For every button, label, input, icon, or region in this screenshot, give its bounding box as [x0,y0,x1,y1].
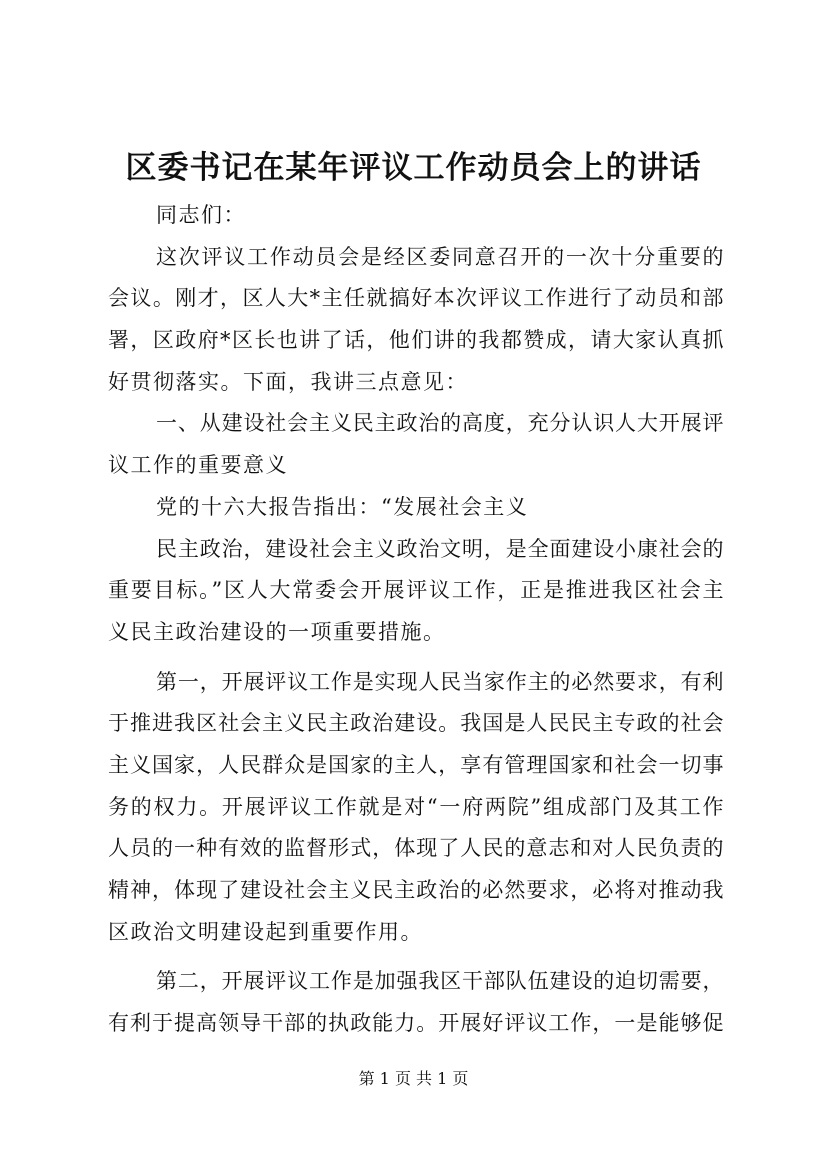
paragraph-line: 义民主政治建设的一项重要措施。 [108,619,446,644]
paragraph-gap [108,654,724,662]
paragraph-line: 有利于提高领导干部的执政能力。开展好评议工作，一是能够促 [108,1011,724,1036]
paragraph-line: 区政治文明建设起到重要作用。 [108,919,423,944]
paragraph-line: 这次评议工作动员会是经区委同意召开的一次十分重要的 [156,244,724,269]
paragraph-gap [108,953,724,961]
document-body [108,195,724,1045]
paragraph-line: 人员的一种有效的监督形式，体现了人民的意志和对人民负责的 [108,836,724,861]
paragraph-line: 署，区政府*区长也讲了话，他们讲的我都赞成，请大家认真抓 [108,328,724,353]
page-number-footer: 第 1 页 共 1 页 [358,1069,469,1088]
paragraph-line: 精神，体现了建设社会主义民主政治的必然要求，必将对推动我 [108,878,724,902]
document-title: 区委书记在某年评议工作动员会上的讲话 [125,150,702,186]
paragraph-line: 于推进我区社会主义民主政治建设。我国是人民民主专政的社会 [108,711,724,736]
paragraph-line: 第二，开展评议工作是加强我区干部队伍建设的迫切需要， [156,969,724,994]
section-heading-line: 一、从建设社会主义民主政治的高度，充分认识人大开展评 [156,411,724,436]
paragraph-line: 党的十六大报告指出：“发展社会主义 [156,494,529,519]
paragraph-line: 第一，开展评议工作是实现人民当家作主的必然要求，有利 [156,669,724,694]
salutation: 同志们： [156,203,246,227]
paragraph-line: 务的权力。开展评议工作就是对“一府两院”组成部门及其工作 [108,794,724,819]
paragraph-line: 主义国家，人民群众是国家的主人，享有管理国家和社会一切事 [108,752,724,777]
paragraph-line: 好贯彻落实。下面，我讲三点意见： [108,369,468,394]
section-heading-line: 议工作的重要意义 [108,453,288,478]
paragraph-line: 会议。刚才，区人大*主任就搞好本次评议工作进行了动员和部 [108,286,724,311]
paragraph-line: 重要目标。”区人大常委会开展评议工作，正是推进我区社会主 [108,578,724,603]
paragraph-line: 民主政治，建设社会主义政治文明，是全面建设小康社会的 [156,536,724,561]
